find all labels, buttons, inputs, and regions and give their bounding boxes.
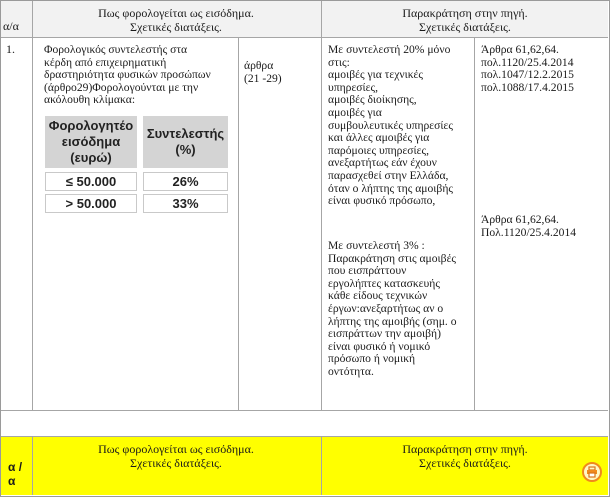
header-col-aa: α/α — [3, 19, 19, 33]
withholding-20-text — [328, 44, 473, 208]
withholding-line: είναι φυσικό ή νομικό — [328, 339, 431, 353]
description-line: κέρδη από επιχειρηματική — [44, 55, 167, 69]
withholding-line: κάθε είδους τεχνικών — [328, 289, 428, 303]
description-line: δραστηριότητα φυσικών προσώπων — [44, 68, 211, 82]
income-bracket: > 50.000 — [45, 193, 140, 214]
withholding-line: λήπτης της αμοιβής (σημ. ο — [328, 314, 457, 328]
ref-line: Πολ.1120/25.4.2014 — [481, 225, 577, 239]
rate-table-row — [45, 193, 228, 214]
repeated-header-withholding — [323, 442, 607, 470]
divider — [238, 38, 239, 410]
withholding-line: αμοιβές διοίκησης, — [328, 93, 417, 107]
income-bracket: ≤ 50.000 — [45, 170, 140, 193]
description-line: Φορολογικός συντελεστής στα — [44, 43, 188, 56]
ref-line: Άρθρα 61,62,64. — [481, 213, 559, 226]
withholding-line: που εισπράττουν — [328, 264, 407, 278]
aa-line: α / — [8, 460, 23, 474]
withholding-line: ανεξαρτήτως εάν έχουν — [328, 156, 437, 170]
rate-value: 33% — [140, 193, 228, 214]
divider — [1, 410, 608, 411]
row-number: 1. — [6, 42, 15, 56]
rate-value: 26% — [140, 170, 228, 193]
rate-header-line: (%) — [175, 142, 196, 157]
withholding-3-text — [328, 240, 473, 379]
withholding-header-line: Σχετικές διατάξεις. — [419, 456, 511, 470]
withholding-header-line: Παρακράτηση στην πηγή. — [402, 442, 528, 456]
rate-table-row — [45, 170, 228, 193]
articles-line: άρθρα — [244, 59, 274, 72]
withholding-line: και άλλες αμοιβές για — [328, 131, 430, 145]
tax-rate-table — [45, 116, 228, 213]
articles-line: (21 -29) — [244, 71, 282, 85]
withholding-line: πρόσωπο ή νομική — [328, 352, 416, 366]
taxed-line: Πως φορολογείται ως εισόδημα. — [98, 442, 254, 456]
divider — [474, 38, 475, 410]
withholding-line: έργων:ανεξαρτήτως αν ο — [328, 301, 444, 315]
rate-header-line: Συντελεστής — [146, 126, 225, 141]
withholding-line: εισπράττων την αμοιβή) — [328, 327, 441, 341]
withholding-line: οντότητα. — [328, 364, 374, 378]
repeated-header-aa — [8, 460, 30, 488]
ref-line: πολ.1088/17.4.2015 — [481, 80, 574, 94]
row-description — [44, 44, 236, 107]
header-withholding-line1: Παρακράτηση στην πηγή. — [402, 6, 528, 20]
ref-line: Άρθρα 61,62,64. — [481, 43, 559, 56]
withholding-line: εργολήπτες κατασκευής — [328, 276, 440, 290]
income-header-line: εισόδημα — [61, 134, 121, 149]
withholding-line: είναι φυσικό πρόσωπο, — [328, 194, 436, 208]
ref-line: πολ.1047/12.2.2015 — [481, 68, 574, 82]
income-header-line: (ευρώ) — [70, 150, 112, 165]
header-taxed-line2: Σχετικές διατάξεις. — [130, 20, 222, 34]
withholding-line: όταν ο λήπτης της αμοιβής — [328, 181, 453, 195]
withholding-line: Με συντελεστή 3% : — [328, 239, 425, 252]
repeated-header-taxed — [33, 442, 319, 470]
print-button[interactable] — [582, 462, 602, 482]
withholding-line: Παρακράτηση στις αμοιβές — [328, 251, 457, 265]
ref-line: πολ.1120/25.4.2014 — [481, 55, 574, 69]
withholding-line: Με συντελεστή 20% μόνο — [328, 43, 451, 56]
withholding-line: στις: — [328, 55, 350, 69]
divider — [321, 437, 322, 495]
description-line: (άρθρο29)Φορολογούνται με την — [44, 80, 199, 94]
header-col-taxed — [33, 6, 319, 34]
articles-ref — [244, 60, 318, 85]
rate-table-header-income — [45, 116, 140, 170]
withholding-line: παρόμοιες υπηρεσίες, — [328, 143, 430, 157]
header-taxed-line1: Πως φορολογείται ως εισόδημα. — [98, 6, 254, 20]
aa-line: α — [8, 474, 16, 488]
income-header-line: Φορολογητέο — [48, 118, 134, 133]
refs-3 — [481, 214, 606, 239]
rate-table-header-rate — [140, 116, 228, 170]
divider — [321, 1, 322, 410]
withholding-line: αμοιβές για τεχνικές — [328, 68, 424, 82]
withholding-line: αμοιβές για — [328, 105, 382, 119]
header-withholding-line2: Σχετικές διατάξεις. — [419, 20, 511, 34]
withholding-line: συμβουλευτικές υπηρεσίες — [328, 118, 453, 132]
description-line: ακόλουθη κλίμακα: — [44, 93, 136, 107]
taxed-line: Σχετικές διατάξεις. — [130, 456, 222, 470]
withholding-line: παρασχεθεί στην Ελλάδα, — [328, 168, 449, 182]
divider — [1, 37, 608, 38]
print-icon — [586, 466, 598, 478]
divider — [32, 1, 33, 410]
withholding-line: υπηρεσίες, — [328, 80, 379, 94]
header-col-withholding — [323, 6, 607, 34]
refs-20 — [481, 44, 606, 94]
